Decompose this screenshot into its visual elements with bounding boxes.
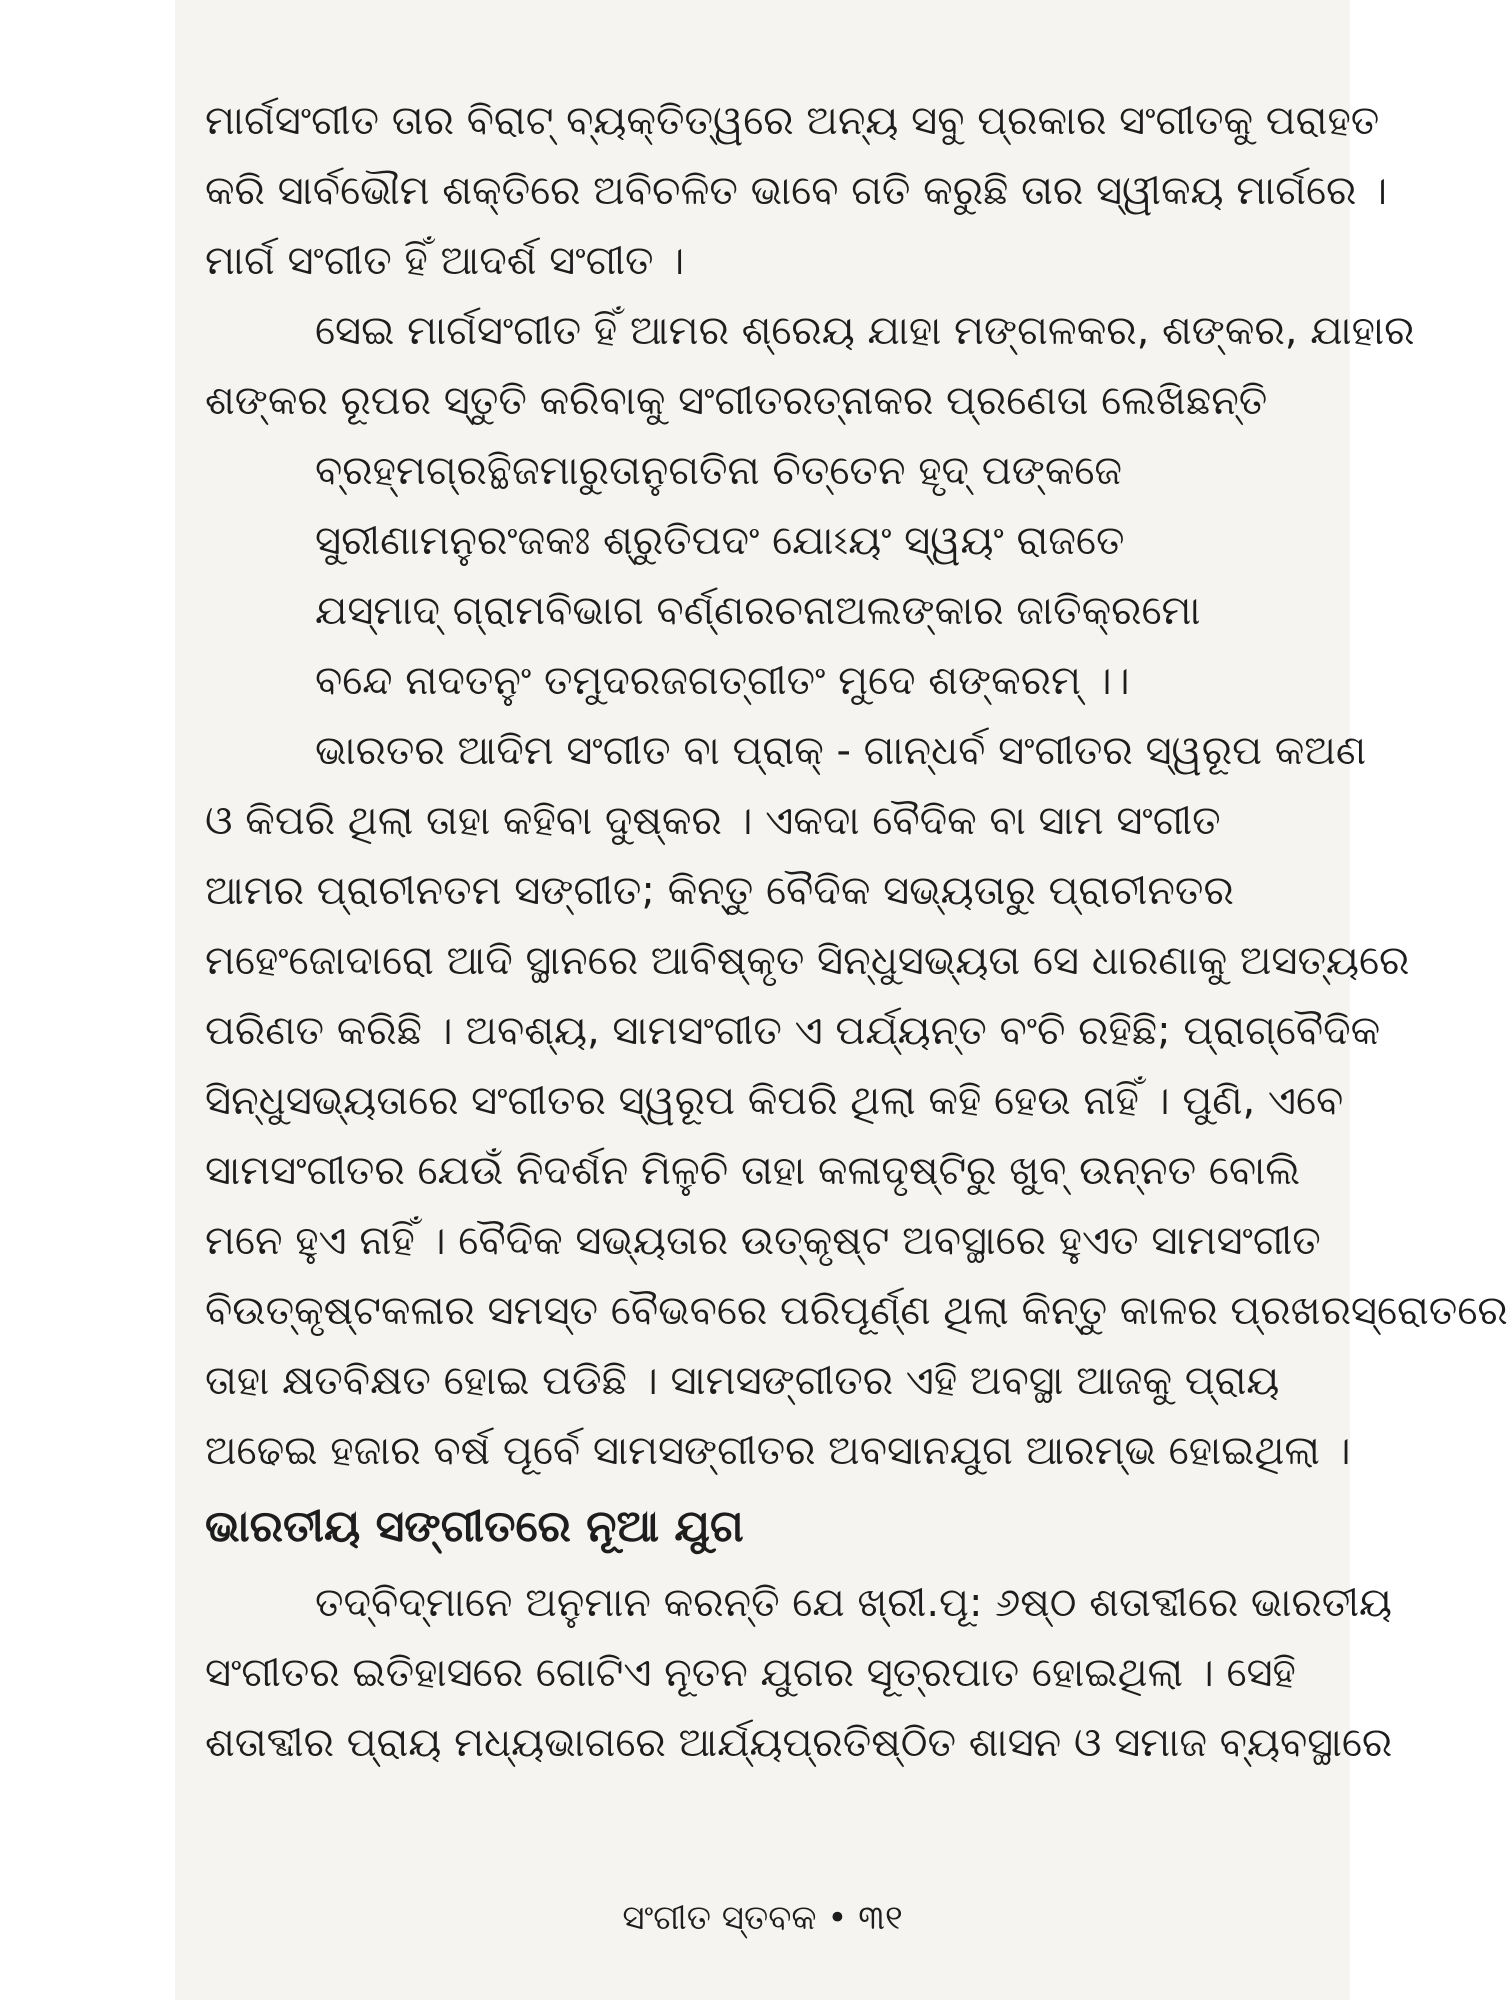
text-line: ଅଢେଇ ହଜାର ବର୍ଷ ପୂର୍ବେ ସାମସଙ୍ଗୀତର ଅବସାନଯୁଗ ଆରମ୍ଭ ହୋଇଥିଲା । — [205, 1428, 1351, 1474]
book-title: ସଂଗୀତ ସ୍ତବକ — [622, 1898, 817, 1938]
text-line: ବିଉତ୍କୃଷ୍ଟକଳାର ସମସ୍ତ ବୈଭବରେ ପରିପୂର୍ଣ୍ଣ ଥିଲା କିନ୍ତୁ କାଳର ପ୍ରଖରସ୍ରୋତରେ — [205, 1288, 1508, 1334]
paragraph-start-line: ସେଇ ମାର୍ଗସଂଗୀତ ହିଁ ଆମର ଶ୍ରେୟ ଯାହା ମଙ୍ଗଳକର, ଶଙ୍କର, ଯାହାର — [315, 308, 1415, 354]
section-heading: ଭାରତୀୟ ସଙ୍ଗୀତରେ ନୂଆ ଯୁଗ — [205, 1501, 744, 1552]
paragraph-start-line: ତଦ୍‌ବିଦ୍‌ମାନେ ଅନୁମାନ କରନ୍ତି ଯେ ଖ୍ରୀ.ପୂ: ୬ଷ୍ଠ ଶତାବ୍ଦୀରେ ଭାରତୀୟ — [315, 1580, 1393, 1626]
text-line: ସିନ୍ଧୁସଭ୍ୟତାରେ ସଂଗୀତର ସ୍ୱରୂପ କିପରି ଥିଲା କହି ହେଉ ନାହିଁ । ପୁଣି, ଏବେ — [205, 1078, 1344, 1124]
book-page — [175, 0, 1508, 2000]
body-text — [205, 86, 1508, 1778]
page-footer — [175, 1898, 1350, 1938]
text-line: ସାମସଂଗୀତର ଯେଉଁ ନିଦର୍ଶନ ମିଳୁଚି ତାହା କଳାଦୃଷ୍ଟିରୁ ଖୁବ୍ ଉନ୍ନତ ବୋଲି — [205, 1148, 1301, 1194]
text-line: ଶତାବ୍ଦୀର ପ୍ରାୟ ମଧ୍ୟଭାଗରେ ଆର୍ଯ୍ୟପ୍ରତିଷ୍ଠିତ ଶାସନ ଓ ସମାଜ ବ୍ୟବସ୍ଥାରେ — [205, 1720, 1393, 1766]
text-line: ମାର୍ଗ ସଂଗୀତ ହିଁ ଆଦର୍ଶ ସଂଗୀତ । — [205, 238, 685, 284]
page-number: ୩୧ — [858, 1898, 903, 1938]
text-line: ଶଙ୍କର ରୂପର ସ୍ତୁତି କରିବାକୁ ସଂଗୀତରତ୍ନାକର ପ୍ରଣେତା ଲେଖିଛନ୍ତି — [205, 378, 1268, 424]
text-line: ତାହା କ୍ଷତବିକ୍ଷତ ହୋଇ ପଡିଛି । ସାମସଙ୍ଗୀତର ଏହି ଅବସ୍ଥା ଆଜକୁ ପ୍ରାୟ — [205, 1358, 1280, 1404]
verse-line: ବନ୍ଦେ ନାଦତନୁଂ ତମୁଦରଜଗତ୍‌ଗୀତଂ ମୁଦେ ଶଙ୍କରମ୍ ।। — [315, 658, 1130, 704]
text-line: କରି ସାର୍ବଭୌମ ଶକ୍ତିରେ ଅବିଚଳିତ ଭାବେ ଗତି କରୁଛି ତାର ସ୍ୱୀକୟ ମାର୍ଗରେ । — [205, 168, 1388, 214]
text-line: ଓ କିପରି ଥିଲା ତାହା କହିବା ଦୁଷ୍କର । ଏକଦା ବୈଦିକ ବା ସାମ ସଂଗୀତ — [205, 798, 1221, 844]
verse-line: ଯସ୍ମାଦ୍ ଗ୍ରାମବିଭାଗ ବର୍ଣ୍ଣରଚନାଅଲଙ୍କାର ଜାତିକ୍ରମୋ — [315, 588, 1201, 634]
text-line: ମନେ ହୁଏ ନାହିଁ । ବୈଦିକ ସଭ୍ୟତାର ଉତ୍‌କୃଷ୍ଟ ଅବସ୍ଥାରେ ହୁଏତ ସାମସଂଗୀତ — [205, 1218, 1321, 1264]
text-line: ପରିଣତ କରିଛି । ଅବଶ୍ୟ, ସାମସଂଗୀତ ଏ ପର୍ଯ୍ୟନ୍ତ ବଂଚି ରହିଛି; ପ୍ରାଗ୍‌ବୈଦିକ — [205, 1008, 1381, 1054]
footer-separator: • — [827, 1898, 848, 1938]
text-line: ଆମର ପ୍ରାଚୀନତମ ସଙ୍ଗୀତ; କିନ୍ତୁ ବୈଦିକ ସଭ୍ୟତାରୁ ପ୍ରାଚୀନତର — [205, 868, 1234, 914]
verse-line: ସୁରୀଣାମନୁରଂଜକଃ ଶ୍ରୁତିପଦଂ ଯୋଽୟଂ ସ୍ୱୟଂ ରାଜତେ — [315, 518, 1125, 564]
text-line: ସଂଗୀତର ଇତିହାସରେ ଗୋଟିଏ ନୂତନ ଯୁଗର ସୂତ୍ରପାତ ହୋଇଥିଲା । ସେହି — [205, 1650, 1296, 1696]
text-line: ମାର୍ଗସଂଗୀତ ତାର ବିରାଟ୍ ବ୍ୟକ୍ତିତ୍ୱରେ ଅନ୍ୟ ସବୁ ପ୍ରକାର ସଂଗୀତକୁ ପରାହତ — [205, 98, 1380, 144]
text-line: ମହେଂଜୋଦାରୋ ଆଦି ସ୍ଥାନରେ ଆବିଷ୍କୃତ ସିନ୍ଧୁସଭ୍ୟତା ସେ ଧାରଣାକୁ ଅସତ୍ୟରେ — [205, 938, 1410, 984]
verse-line: ବ୍ରହ୍ମଗ୍ରନ୍ଥିଜମାରୁତାନୁଗତିନା ଚିତ୍ତେନ ହୃଦ୍ ପଙ୍କଜେ — [315, 448, 1123, 494]
paragraph-start-line: ଭାରତର ଆଦିମ ସଂଗୀତ ବା ପ୍ରାକ୍ - ଗାନ୍ଧର୍ବ ସଂଗୀତର ସ୍ୱରୂପ କଅଣ — [315, 728, 1367, 774]
